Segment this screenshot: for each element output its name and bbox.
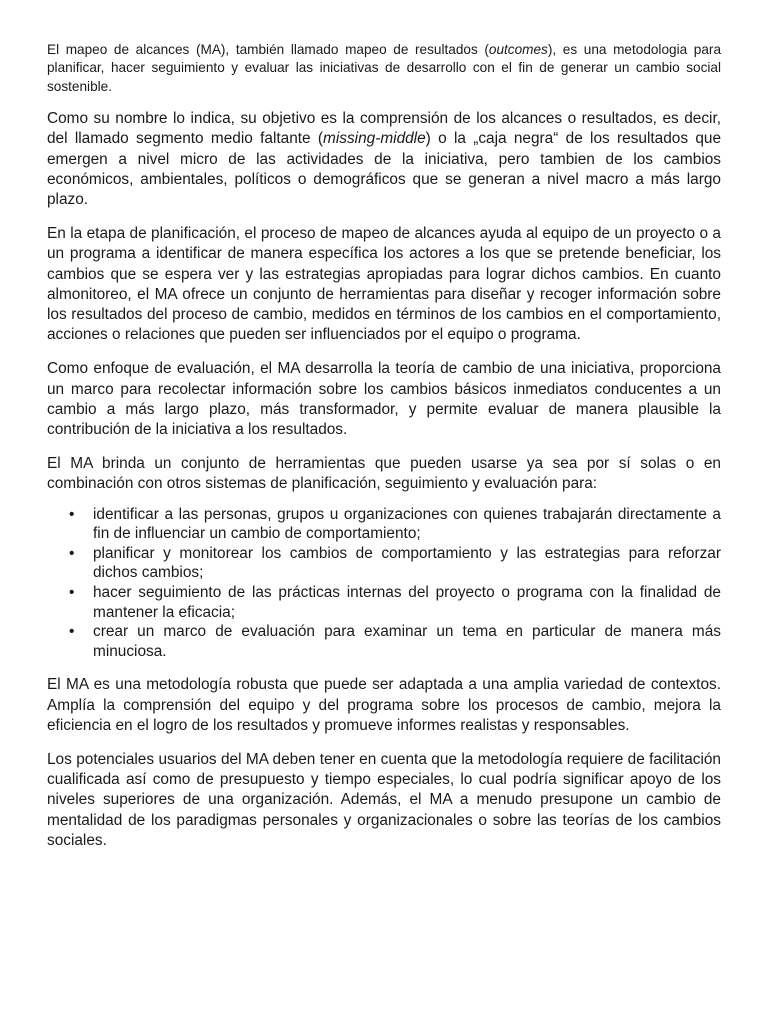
paragraph-tools: El MA brinda un conjunto de herramientas que pueden usarse ya sea por sí solas o en combinación con otros sistemas de planificación, seguimiento y evaluación para:: [47, 455, 721, 493]
paragraph-robust: El MA es una metodología robusta que puede ser adaptada a una amplia variedad de contextos. Amplía la comprensión del equipo y del programa sobre los procesos de cambio, mejora la eficiencia en el logro de los resultados y promueve informes realistas y responsables.: [47, 676, 721, 734]
bullet-icon: •: [69, 505, 75, 523]
list-item-text: crear un marco de evaluación para examinar un tema en particular de manera más minuciosa.: [93, 623, 721, 660]
paragraph-planning: En la etapa de planificación, el proceso de mapeo de alcances ayuda al equipo de un proyecto o a un programa a identificar de manera específica los actores a los que se pretende beneficiar, los cambios que se espera ver y las estrategias apropiadas para lograr dichos cambios. En cuanto almonitoreo, el MA ofrece un conjunto de herramientas para diseñar y recoger información sobre los resultados del proceso de cambio, medidos en términos de los cambios en el comportamiento, acciones o relaciones que pueden ser influenciados por el equipo o programa.: [47, 225, 721, 344]
bullet-icon: •: [69, 623, 75, 641]
intro-text-end: ), es una metodologia para planificar, hacer seguimiento y evaluar las iniciativas de desarrollo con el fin de generar un cambio social sostenible.: [47, 42, 721, 94]
list-item-text: hacer seguimiento de las prácticas internas del proyecto o programa con la finalidad de mantener la eficacia;: [93, 584, 721, 621]
paragraph-objective-end: ) o la „caja negra“ de los resultados que emergen a nivel micro de las actividades de la iniciativa, pero tambien de los cambios económicos, ambientales, políticos o demográficos que se generan a nivel macro a más largo plazo.: [47, 130, 722, 209]
list-item: [69, 505, 721, 544]
missing-middle-term: missing-middle: [323, 130, 426, 148]
intro-text-start: El mapeo de alcances (MA), también llamado mapeo de resultados (: [47, 42, 489, 57]
list-item-text: identificar a las personas, grupos u organizaciones con quienes trabajarán directamente a fin de influenciar un cambio de comportamiento;: [93, 505, 721, 543]
paragraph-evaluation: Como enfoque de evaluación, el MA desarrolla la teoría de cambio de una iniciativa, proporciona un marco para recolectar información sobre los cambios básicos inmediatos conducentes a un cambio a más largo plazo, más transformador, y permite evaluar de manera plausible la contribución de la iniciativa a los resultados.: [47, 360, 721, 439]
list-item: [69, 544, 721, 583]
list-item: [69, 583, 721, 622]
list-item: [69, 622, 721, 661]
bullet-icon: •: [69, 544, 75, 562]
intro-paragraph: [47, 41, 721, 96]
bullet-icon: •: [69, 584, 75, 602]
list-item-text: planificar y monitorear los cambios de comportamiento y las estrategias para reforzar dichos cambios;: [93, 544, 721, 582]
paragraph-objective: [47, 109, 721, 210]
tools-bullet-list: [47, 505, 721, 662]
paragraph-users: Los potenciales usuarios del MA deben tener en cuenta que la metodología requiere de facilitación cualificada así como de presupuesto y tiempo especiales, lo cual podría significar apoyo de los niveles superiores de una organización. Además, el MA a menudo presupone un cambio de mentalidad de los paradigmas personales y organizacionales o sobre las teorías de los cambios sociales.: [47, 751, 721, 849]
intro-italic-term: outcomes: [488, 42, 548, 57]
paragraph-objective-start: Como su nombre lo indica, su objetivo es la comprensión de los alcances o resultados, es decir, del llamado segmento medio faltante (: [47, 110, 721, 148]
